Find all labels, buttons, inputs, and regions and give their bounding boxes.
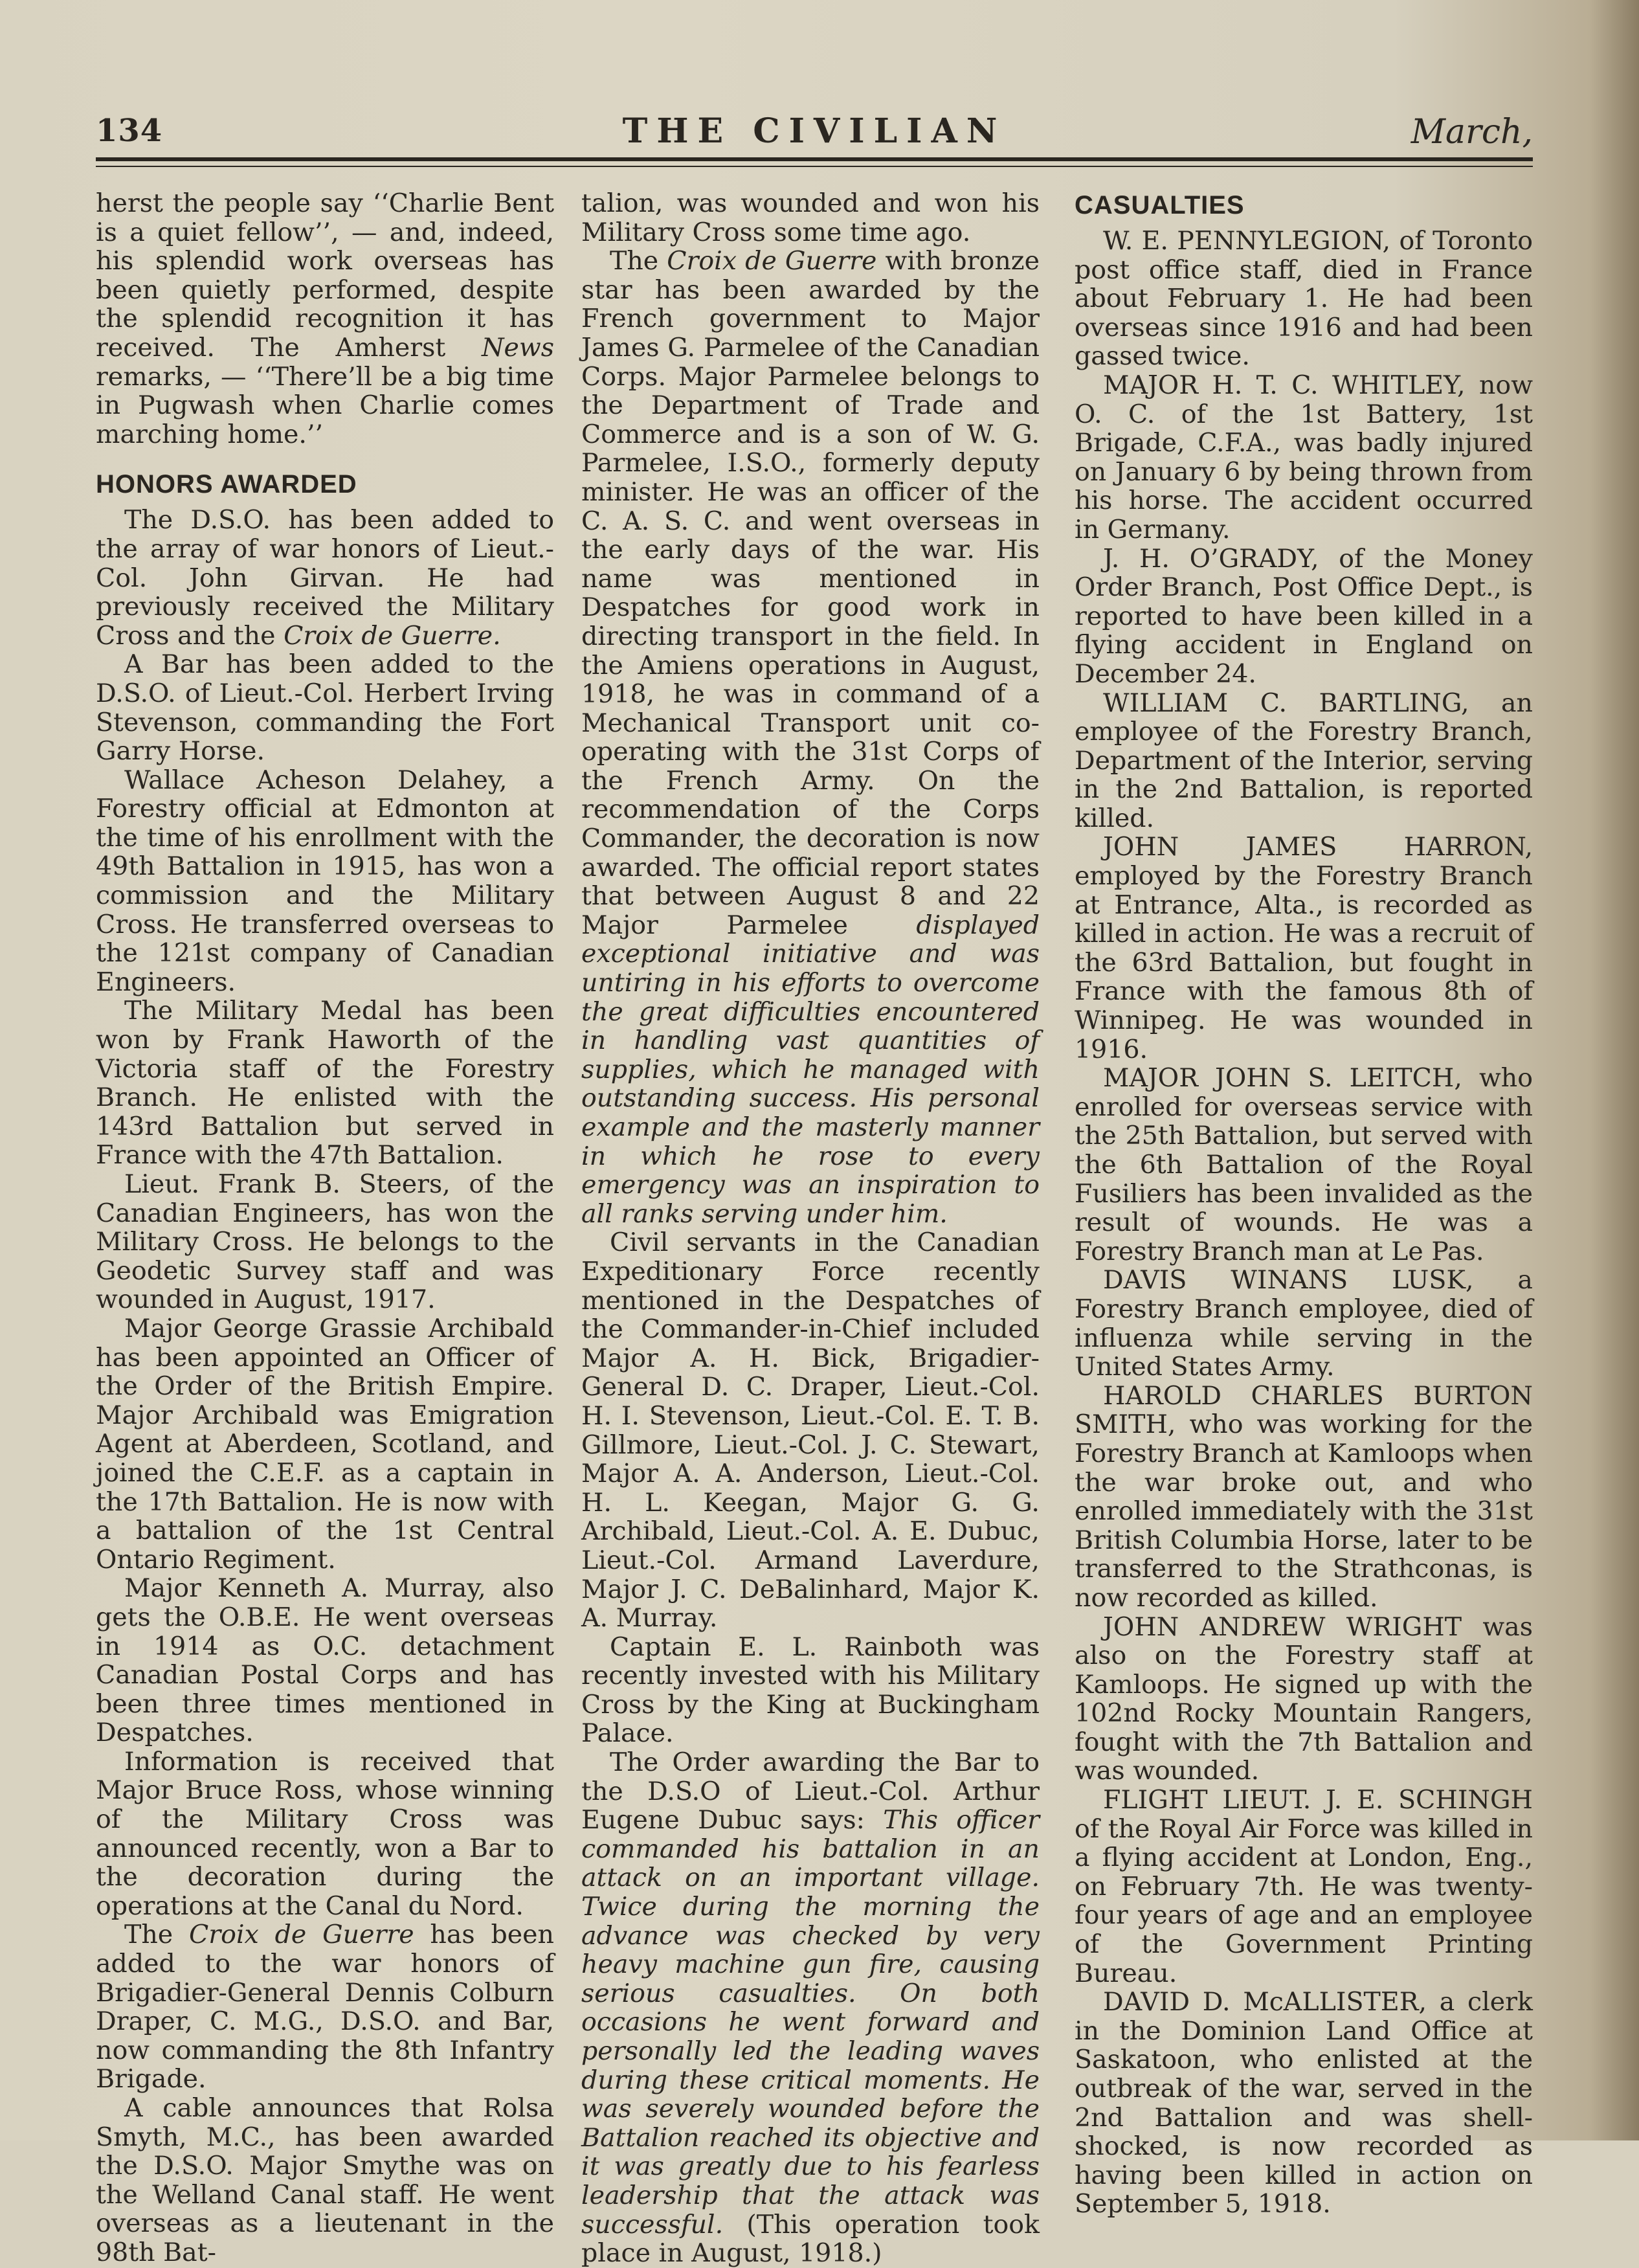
article-paragraph: talion, was wounded and won his Military Cross some time ago. [581,188,1040,247]
section-heading-honors: HONORS AWARDED [96,470,357,499]
article-paragraph: WILLIAM C. BARTLING, an employee of the Forestry Branch, Department of the Interior, serving in the 2nd Battalion, is reported killed. [1075,688,1533,833]
article-paragraph: J. H. O’GRADY, of the Money Order Branch, Post Office Dept., is reported to have been killed in a flying accident in England on December 24. [1075,543,1533,689]
article-paragraph: MAJOR JOHN S. LEITCH, who enrolled for overseas service with the 25th Battalion, but served with the 6th Battalion of the Royal Fusiliers has been invalided as the result of wounds. He was a Forestry Branch man at Le Pas. [1075,1063,1533,1266]
article-paragraph: Civil servants in the Canadian Expeditionary Force recently mentioned in the Despatches of the Commander-in-Chief included Major A. H. Bick, Brigadier-General D. C. Draper, Lieut.-Col. H. I. Stevenson, Lieut.-Col. E. T. B. Gillmore, Lieut.-Col. J. C. Stewart, Major A. A. Anderson, Lieut.-Col. H. L. Keegan, Major G. G. Archibald, Lieut.-Col. A. E. Dubuc, Lieut.-Col. Armand Laverdure, Major J. C. DeBalinhard, Major K. A. Murray. [581,1228,1040,1634]
article-paragraph: Information is received that Major Bruce Ross, whose winning of the Military Cross was announced recently, won a Bar to the decoration during the operations at the Canal du Nord. [96,1746,554,1921]
article-paragraph: FLIGHT LIEUT. J. E. SCHINGH of the Royal Air Force was killed in a flying accident at London, Eng., on February 7th. He was twenty-four years of age and an employee of the Government Printing Bureau. [1075,1785,1533,1988]
column-left [96,189,554,2267]
header-rule-thin [96,166,1533,167]
article-paragraph: MAJOR H. T. C. WHITLEY, now O. C. of the 1st Battery, 1st Brigade, C.F.A., was badly injured on January 6 by being thrown from his horse. The accident occurred in Germany. [1075,370,1533,545]
article-paragraph: The Croix de Guerre has been added to the war honors of Brigadier-General Dennis Colburn Draper, C. M.G., D.S.O. and Bar, now commanding the 8th Infantry Brigade. [96,1920,554,2094]
article-paragraph: A cable announces that Rolsa Smyth, M.C., has been awarded the D.S.O. Major Smythe was on the Welland Canal staff. He went overseas as a lieutenant in the 98th Bat- [96,2093,554,2267]
column-right [1075,189,1533,2219]
article-paragraph: Captain E. L. Rainboth was recently invested with his Military Cross by the King at Buckingham Palace. [581,1632,1040,1749]
article-paragraph: The Order awarding the Bar to the D.S.O of Lieut.-Col. Arthur Eugene Dubuc says: This officer commanded his battalion in an attack on an important village. Twice during the morning the advance was checked by very heavy machine gun fire, causing serious casualties. On both occasions he went forward and personally led the leading waves during these critical moments. He was severely wounded before the Battalion reached its objective and it was greatly due to his fearless leadership that the attack was successful. (This operation took place in August, 1918.) [581,1747,1040,2268]
article-paragraph: DAVID D. McALLISTER, a clerk in the Dominion Land Office at Saskatoon, who enlisted at the outbreak of the war, served in the 2nd Battalion and was shell-shocked, is now recorded as having been killed in action on September 5, 1918. [1075,1987,1533,2219]
issue-month: March, [1410,113,1533,152]
article-paragraph: Major Kenneth A. Murray, also gets the O.B.E. He went overseas in 1914 as O.C. detachment Canadian Postal Corps and has been three times mentioned in Despatches. [96,1573,554,1748]
article-paragraph: The Croix de Guerre with bronze star has been awarded by the French government to Major James G. Parmelee of the Canadian Corps. Major Parmelee belongs to the Department of Trade and Commerce and is a son of W. G. Parmelee, I.S.O., formerly deputy minister. He was an officer of the C. A. S. C. and went overseas in the early days of the war. His name was mentioned in Despatches for good work in directing transport in the field. In the Amiens operations in August, 1918, he was in command of a Mechanical Transport unit co-operating with the 31st Corps of the French Army. On the recommendation of the Corps Commander, the decoration is now awarded. The official report states that between August 8 and 22 Major Parmelee displayed exceptional initiative and was untiring in his efforts to overcome the great difficulties encountered in handling vast quantities of supplies, which he managed with outstanding success. His personal example and the masterly manner in which he rose to every emergency was an inspiration to all ranks serving under him. [581,246,1040,1229]
article-paragraph: HAROLD CHARLES BURTON SMITH, who was working for the Forestry Branch at Kamloops when the war broke out, and who enrolled immediately with the 31st British Columbia Horse, later to be transferred to the Strathconas, is now recorded as killed. [1075,1380,1533,1613]
article-paragraph: herst the people say ‘‘Charlie Bent is a quiet fellow’’, — and, indeed, his splendid work overseas has been quietly performed, despite the splendid recognition it has received. The Amherst News remarks, — ‘‘There’ll be a big time in Pugwash when Charlie comes marching home.’’ [96,188,554,449]
page-number: 134 [96,113,163,149]
article-paragraph: The Military Medal has been won by Frank Haworth of the Victoria staff of the Forestry Branch. He enlisted with the 143rd Battalion but served in France with the 47th Battalion. [96,996,554,1171]
article-paragraph: JOHN ANDREW WRIGHT was also on the Forestry staff at Kamloops. He signed up with the 102nd Rocky Mountain Rangers, fought with the 7th Battalion and was wounded. [1075,1611,1533,1786]
article-paragraph: JOHN JAMES HARRON, employed by the Forestry Branch at Entrance, Alta., is recorded as killed in action. He was a recruit of the 63rd Battalion, but fought in France with the famous 8th of Winnipeg. He was wounded in 1916. [1075,832,1533,1064]
article-paragraph: Lieut. Frank B. Steers, of the Canadian Engineers, has won the Military Cross. He belongs to the Geodetic Survey staff and was wounded in August, 1917. [96,1169,554,1315]
publication-title: THE CIVILIAN [622,111,1007,151]
header-rule-thick [96,157,1533,161]
article-paragraph: A Bar has been added to the D.S.O. of Lieut.-Col. Herbert Irving Stevenson, commanding the Fort Garry Horse. [96,649,554,767]
article-paragraph: W. E. PENNYLEGION, of Toronto post office staff, died in France about February 1. He had been overseas since 1916 and had been gassed twice. [1075,226,1533,372]
article-paragraph: DAVIS WINANS LUSK, a Forestry Branch employee, died of influenza while serving in the United States Army. [1075,1265,1533,1382]
article-paragraph: The D.S.O. has been added to the array of war honors of Lieut.-Col. John Girvan. He had previously received the Military Cross and the Croix de Guerre. [96,505,554,651]
column-middle [581,189,1040,2268]
article-paragraph: Wallace Acheson Delahey, a Forestry official at Edmonton at the time of his enrollment with the 49th Battalion in 1915, has won a commission and the Military Cross. He transferred overseas to the 121st company of Canadian Engineers. [96,765,554,997]
article-paragraph: Major George Grassie Archibald has been appointed an Officer of the Order of the British Empire. Major Archibald was Emigration Agent at Aberdeen, Scotland, and joined the C.E.F. as a captain in the 17th Battalion. He is now with a battalion of the 1st Central Ontario Regiment. [96,1313,554,1575]
section-heading-casualties: CASUALTIES [1075,191,1245,219]
page-header [96,109,1533,161]
